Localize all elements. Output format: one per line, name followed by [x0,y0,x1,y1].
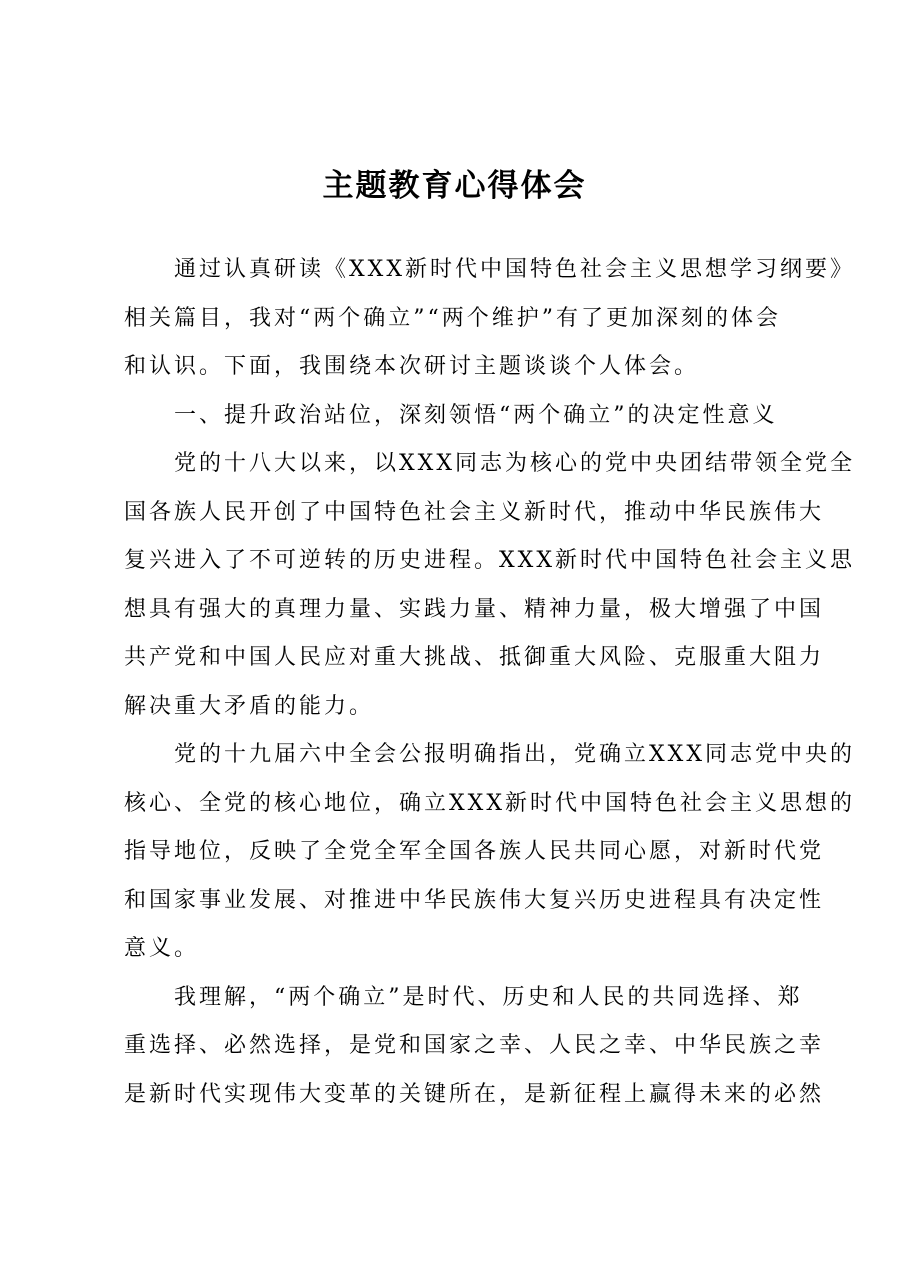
text-line: 想具有强大的真理力量、实践力量、精神力量，极大增强了中国 [124,596,825,622]
paragraph-intro [124,246,855,392]
text-line: 意义。 [124,936,200,961]
document-body [124,246,855,1119]
text-line: 通过认真研读《XXX新时代中国特色社会主义思想学习纲要》 [124,257,855,282]
text-line: 和认识。下面，我围绕本次研讨主题谈谈个人体会。 [124,354,700,379]
text-line: 共产党和中国人民应对重大挑战、抵御重大风险、克服重大阻力 [124,645,825,670]
text-line: 是新时代实现伟大变革的关键所在，是新征程上赢得未来的必然 [124,1081,825,1107]
paragraph [124,974,825,1120]
text-line: 解决重大矛盾的能力。 [124,693,375,719]
paragraph [124,731,855,974]
text-line: 复兴进入了不可逆转的历史进程。XXX新时代中国特色社会主义思 [124,548,855,573]
text-line: 国各族人民开创了中国特色社会主义新时代，推动中华民族伟大 [124,499,825,525]
text-line: 和国家事业发展、对推进中华民族伟大复兴历史进程具有决定性 [124,887,825,913]
text-line: 我理解，“两个确立”是时代、历史和人民的共同选择、郑 [124,984,803,1010]
text-line: 指导地位，反映了全党全军全国各族人民共同心愿，对新时代党 [124,839,825,864]
text-line: 核心、全党的核心地位，确立XXX新时代中国特色社会主义思想的 [124,790,855,816]
text-line: 相关篇目，我对“两个确立”“两个维护”有了更加深刻的体会 [124,305,781,331]
text-line: 一、提升政治站位，深刻领悟“两个确立”的决定性意义 [124,402,778,428]
document-title: 主题教育心得体会 [322,168,587,204]
text-line: 党的十八大以来，以XXX同志为核心的党中央团结带领全党全 [124,451,855,476]
text-line: 重选择、必然选择，是党和国家之幸、人民之幸、中华民族之幸 [124,1033,825,1058]
text-line: 党的十九届六中全会公报明确指出，党确立XXX同志党中央的 [124,742,855,767]
section-heading [124,392,820,441]
paragraph [124,440,855,731]
